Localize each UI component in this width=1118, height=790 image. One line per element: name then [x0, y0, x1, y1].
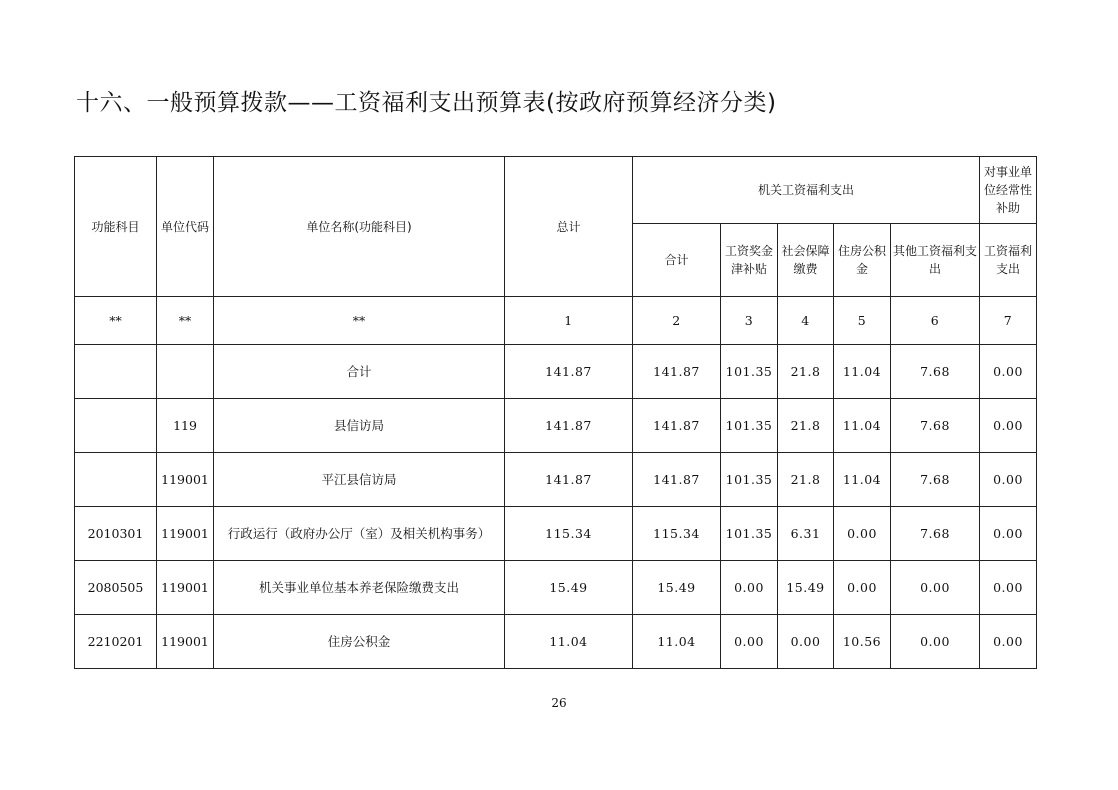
unit-code-cell: 119001: [157, 507, 214, 561]
func-code-cell: 2010301: [75, 507, 157, 561]
other-cell: 7.68: [891, 507, 980, 561]
inst-salary-cell: 0.00: [980, 507, 1037, 561]
unit-code-cell: [157, 345, 214, 399]
subtotal-cell: 141.87: [633, 399, 721, 453]
salary-cell: 101.35: [721, 453, 778, 507]
table-row: [75, 561, 1037, 615]
index-cell: 7: [980, 297, 1037, 345]
inst-salary-cell: 0.00: [980, 453, 1037, 507]
subtotal-cell: 141.87: [633, 345, 721, 399]
total-cell: 141.87: [505, 345, 633, 399]
salary-cell: 101.35: [721, 345, 778, 399]
inst-salary-cell: 0.00: [980, 345, 1037, 399]
housing-cell: 11.04: [834, 399, 891, 453]
housing-cell: 11.04: [834, 453, 891, 507]
salary-cell: 101.35: [721, 399, 778, 453]
total-cell: 141.87: [505, 399, 633, 453]
subtotal-cell: 15.49: [633, 561, 721, 615]
header-salary: 工资奖金津补贴: [721, 224, 778, 297]
unit-code-cell: 119001: [157, 561, 214, 615]
header-subtotal: 合计: [633, 224, 721, 297]
table-row: [75, 615, 1037, 669]
inst-salary-cell: 0.00: [980, 399, 1037, 453]
unit-name-cell: 合计: [214, 345, 505, 399]
func-code-cell: [75, 345, 157, 399]
table-row: [75, 453, 1037, 507]
unit-code-cell: 119: [157, 399, 214, 453]
other-cell: 7.68: [891, 345, 980, 399]
header-func-code: 功能科目: [75, 157, 157, 297]
index-cell: 1: [505, 297, 633, 345]
index-cell: 5: [834, 297, 891, 345]
social-cell: 21.8: [778, 453, 834, 507]
unit-name-cell: 平江县信访局: [214, 453, 505, 507]
housing-cell: 0.00: [834, 561, 891, 615]
index-cell: 3: [721, 297, 778, 345]
index-cell: 6: [891, 297, 980, 345]
unit-code-cell: 119001: [157, 615, 214, 669]
unit-name-cell: 行政运行（政府办公厅（室）及相关机构事务）: [214, 507, 505, 561]
header-other-welfare: 其他工资福利支出: [891, 224, 980, 297]
column-index-row: [75, 297, 1037, 345]
header-group-org-salary: 机关工资福利支出: [633, 157, 980, 224]
header-row-top: [75, 157, 1037, 224]
subtotal-cell: 115.34: [633, 507, 721, 561]
housing-cell: 10.56: [834, 615, 891, 669]
social-cell: 15.49: [778, 561, 834, 615]
subtotal-cell: 11.04: [633, 615, 721, 669]
unit-name-cell: 机关事业单位基本养老保险缴费支出: [214, 561, 505, 615]
header-social-security: 社会保障缴费: [778, 224, 834, 297]
housing-cell: 11.04: [834, 345, 891, 399]
social-cell: 6.31: [778, 507, 834, 561]
total-cell: 15.49: [505, 561, 633, 615]
social-cell: 0.00: [778, 615, 834, 669]
header-group-inst-subsidy: 对事业单位经常性补助: [980, 157, 1037, 224]
total-cell: 141.87: [505, 453, 633, 507]
inst-salary-cell: 0.00: [980, 615, 1037, 669]
func-code-cell: [75, 399, 157, 453]
social-cell: 21.8: [778, 345, 834, 399]
func-code-cell: [75, 453, 157, 507]
index-cell: **: [75, 297, 157, 345]
inst-salary-cell: 0.00: [980, 561, 1037, 615]
subtotal-cell: 141.87: [633, 453, 721, 507]
salary-cell: 0.00: [721, 615, 778, 669]
other-cell: 7.68: [891, 399, 980, 453]
header-unit-code: 单位代码: [157, 157, 214, 297]
index-cell: 2: [633, 297, 721, 345]
page-title: 十六、一般预算拨款——工资福利支出预算表(按政府预算经济分类): [76, 90, 777, 116]
other-cell: 0.00: [891, 561, 980, 615]
salary-cell: 0.00: [721, 561, 778, 615]
budget-table: [74, 156, 1037, 669]
index-cell: **: [157, 297, 214, 345]
index-cell: 4: [778, 297, 834, 345]
other-cell: 0.00: [891, 615, 980, 669]
table-row: [75, 399, 1037, 453]
func-code-cell: 2080505: [75, 561, 157, 615]
housing-cell: 0.00: [834, 507, 891, 561]
header-unit-name: 单位名称(功能科目): [214, 157, 505, 297]
total-cell: 115.34: [505, 507, 633, 561]
unit-name-cell: 县信访局: [214, 399, 505, 453]
page-number: 26: [551, 696, 567, 710]
other-cell: 7.68: [891, 453, 980, 507]
table-row: [75, 507, 1037, 561]
unit-code-cell: 119001: [157, 453, 214, 507]
index-cell: **: [214, 297, 505, 345]
table-row: [75, 345, 1037, 399]
header-housing-fund: 住房公积金: [834, 224, 891, 297]
salary-cell: 101.35: [721, 507, 778, 561]
func-code-cell: 2210201: [75, 615, 157, 669]
unit-name-cell: 住房公积金: [214, 615, 505, 669]
header-inst-salary: 工资福利支出: [980, 224, 1037, 297]
header-total: 总计: [505, 157, 633, 297]
total-cell: 11.04: [505, 615, 633, 669]
social-cell: 21.8: [778, 399, 834, 453]
